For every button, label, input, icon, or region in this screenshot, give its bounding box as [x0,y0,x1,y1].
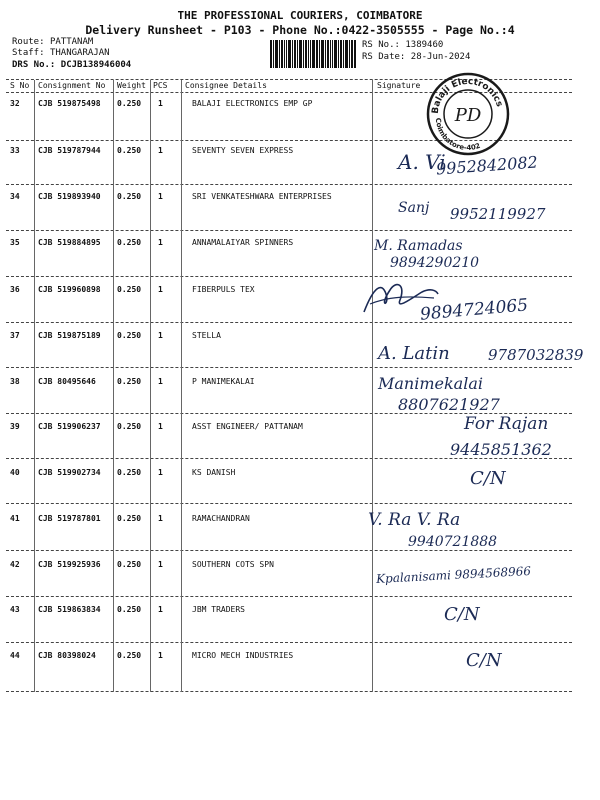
row-weight: 0.250 [117,651,142,660]
row-rule [6,230,572,231]
row-weight: 0.250 [117,422,142,431]
stamp-top-text: Balaji Electronics [430,76,505,115]
row-sno: 35 [10,238,20,247]
row-consignee: RAMACHANDRAN [192,514,250,523]
row-pcs: 1 [158,514,163,523]
table-bottom-rule [6,691,572,692]
row-sno: 37 [10,331,20,340]
row-sno: 42 [10,560,20,569]
col-header-consignment: Consignment No [38,81,106,90]
row-pcs: 1 [158,605,163,614]
signature-row-41: V. Ra V. Ra [368,510,461,530]
signature-row-44: C/N [466,650,502,671]
row-sno: 41 [10,514,20,523]
row-sno: 39 [10,422,20,431]
drs-value: DCJB138946004 [60,60,132,70]
row-sno: 38 [10,377,20,386]
signature-phone-row-35: 9894290210 [390,255,480,271]
rs-date-label: RS Date: [362,52,406,62]
row-weight: 0.250 [117,514,142,523]
route-value: PATTANAM [49,37,94,47]
row-rule [6,276,572,277]
signature-phone-row-37: 9787032839 [488,346,584,364]
row-consignee: ANNAMALAIYAR SPINNERS [192,238,294,247]
runsheet-subtitle: Delivery Runsheet - P103 - Phone No.:0422-3505555 - Page No.:4 [85,23,515,37]
row-consignee: FIBERPULS TEX [192,285,255,294]
row-weight: 0.250 [117,192,142,201]
drs-label: DRS No.: [12,60,56,70]
row-weight: 0.250 [117,560,142,569]
route-line [12,37,93,47]
column-rule [34,80,35,692]
row-sno: 40 [10,468,20,477]
row-rule [6,503,572,504]
row-consignment: CJB 519893940 [38,192,101,201]
row-weight: 0.250 [117,605,142,614]
rs-no-line [362,40,443,50]
signature-row-42: Kpalanisami 9894568966 [375,563,532,587]
row-consignment: CJB 519863834 [38,605,101,614]
stamp-bottom-text: Coimbatore-402 [433,117,482,153]
row-consignment: CJB 519884895 [38,238,101,247]
row-sno: 43 [10,605,20,614]
row-rule [6,367,572,368]
row-weight: 0.250 [117,99,142,108]
signature-phone-row-39: 9445851362 [450,440,552,459]
row-consignment: CJB 519787801 [38,514,101,523]
row-pcs: 1 [158,651,163,660]
rs-date-value: 28-Jun-2024 [410,52,471,62]
signature-row-33: A. Vi [398,150,446,174]
col-header-sno: S No [10,81,30,90]
row-consignment: CJB 80495646 [38,377,96,386]
row-consignee: BALAJI ELECTRONICS EMP GP [192,99,313,108]
column-rule [150,80,151,692]
column-rule [181,80,182,692]
row-pcs: 1 [158,560,163,569]
row-pcs: 1 [158,468,163,477]
column-rule [113,80,114,692]
row-consignee: SEVENTY SEVEN EXPRESS [192,146,294,155]
row-consignment: CJB 519787944 [38,146,101,155]
row-consignee: MICRO MECH INDUSTRIES [192,651,294,660]
signature-row-34: Sanj [398,200,430,216]
stamp-monogram: PD [454,105,482,126]
signature-phone-row-34: 9952119927 [450,205,546,223]
row-sno: 33 [10,146,20,155]
row-consignee: JBM TRADERS [192,605,245,614]
staff-value: THANGARAJAN [49,48,110,58]
row-consignment: CJB 519960898 [38,285,101,294]
row-consignee: P MANIMEKALAI [192,377,255,386]
row-consignment: CJB 519925936 [38,560,101,569]
col-header-pcs: PCS [153,81,168,90]
row-consignment: CJB 519875189 [38,331,101,340]
row-pcs: 1 [158,422,163,431]
col-header-consignee: Consignee Details [185,81,267,90]
row-consignee: SRI VENKATESHWARA ENTERPRISES [192,192,332,201]
column-rule [372,80,373,692]
row-rule [6,550,572,551]
signature-phone-row-38: 8807621927 [398,395,500,414]
signature-row-43: C/N [444,604,480,625]
rs-no-label: RS No.: [362,40,400,50]
signature-phone-row-41: 9940721888 [408,534,498,550]
row-rule [6,596,572,597]
row-sno: 36 [10,285,20,294]
col-header-signature: Signature [377,81,421,90]
route-label: Route: [12,37,45,47]
signature-row-38: Manimekalai [378,374,483,393]
drs-line [12,60,131,70]
row-rule [6,184,572,185]
rs-date-line [362,52,470,62]
row-pcs: 1 [158,331,163,340]
row-weight: 0.250 [117,331,142,340]
signature-row-39: For Rajan [464,414,549,434]
row-sno: 44 [10,651,20,660]
row-pcs: 1 [158,99,163,108]
row-weight: 0.250 [117,146,142,155]
row-consignee: SOUTHERN COTS SPN [192,560,274,569]
rs-no-value: 1389460 [405,40,444,50]
row-rule [6,642,572,643]
row-consignee: ASST ENGINEER/ PATTANAM [192,422,303,431]
company-stamp [426,72,510,156]
row-rule [6,322,572,323]
row-pcs: 1 [158,146,163,155]
row-weight: 0.250 [117,238,142,247]
col-header-weight: Weight [117,81,146,90]
row-pcs: 1 [158,192,163,201]
row-weight: 0.250 [117,468,142,477]
signature-phone-row-33: 9952842082 [435,152,539,179]
row-pcs: 1 [158,238,163,247]
company-title: THE PROFESSIONAL COURIERS, COIMBATORE [177,9,423,22]
row-consignment: CJB 519875498 [38,99,101,108]
row-consignee: KS DANISH [192,468,236,477]
row-sno: 32 [10,99,20,108]
row-pcs: 1 [158,285,163,294]
staff-line [12,48,110,58]
row-weight: 0.250 [117,377,142,386]
row-consignment: CJB 519906237 [38,422,101,431]
signature-phone-row-36: 9894724065 [419,295,529,325]
row-consignment: CJB 80398024 [38,651,96,660]
barcode [270,40,356,68]
signature-row-40: C/N [470,468,506,489]
staff-label: Staff: [12,48,45,58]
row-sno: 34 [10,192,20,201]
row-pcs: 1 [158,377,163,386]
row-consignment: CJB 519902734 [38,468,101,477]
signature-row-35: M. Ramadas [374,238,463,254]
row-weight: 0.250 [117,285,142,294]
signature-row-37: A. Latin [378,343,450,364]
row-consignee: STELLA [192,331,221,340]
